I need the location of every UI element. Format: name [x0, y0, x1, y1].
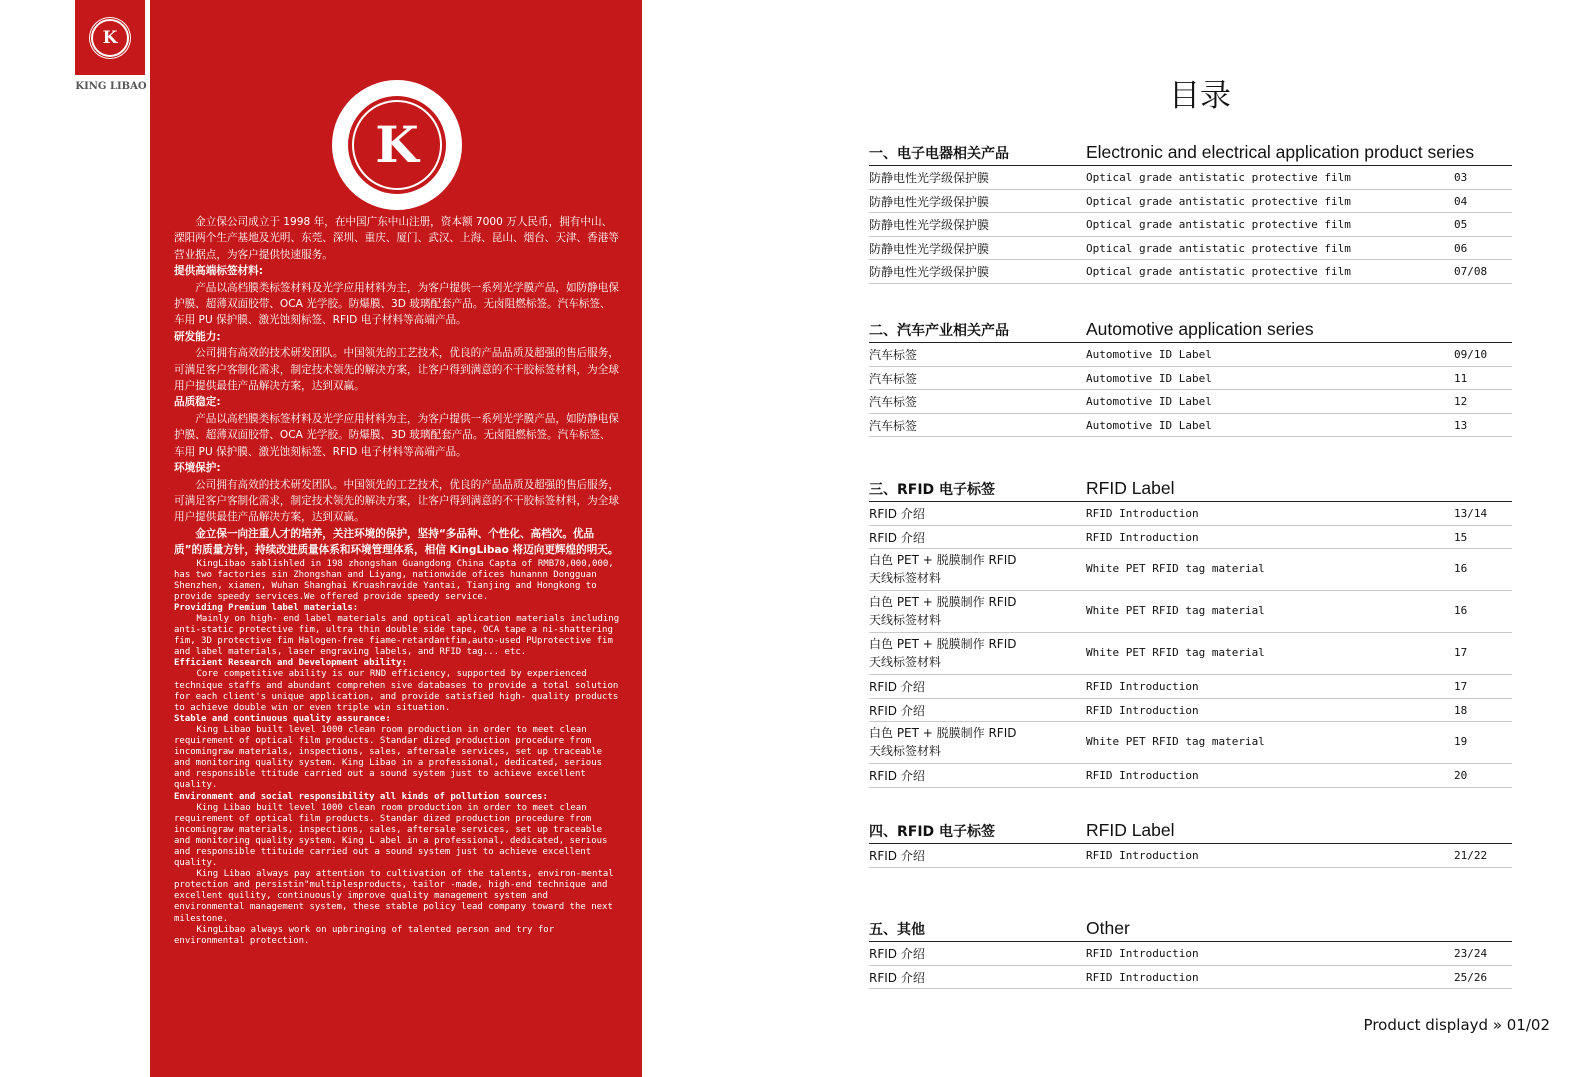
toc-title: 目录 [1169, 78, 1231, 114]
page-footer: Product displayd » 01/02 [1363, 1016, 1550, 1034]
toc-row[interactable] [869, 699, 1512, 723]
toc-row-title-cn: 防静电性光学级保护膜 [869, 265, 990, 279]
toc-row-page: 09/10 [1454, 348, 1488, 361]
toc-row-title-cn: RFID 介绍 [869, 849, 925, 863]
toc-row-page: 07/08 [1454, 265, 1488, 278]
toc-row-page: 21/22 [1454, 849, 1488, 862]
toc-row-page: 19 [1454, 735, 1468, 748]
toc-row[interactable] [869, 764, 1512, 788]
toc-section [869, 141, 1512, 284]
toc-row-page: 13/14 [1454, 507, 1488, 520]
intro-cn-paragraph: 产品以高档膜类标签材料及光学应用材料为主，为客户提供一系列光学膜产品，如防静电保护膜、超薄双面胶带、OCA 光学胶。防爆膜、3D 玻璃配套产品。无卤阻燃标签。汽车标签、车用 PU 保护膜、激光蚀刻标签、RFID 电子材料等高端产品。 [174, 281, 619, 327]
intro-en-paragraph: Providing Premium label materials: [174, 602, 359, 613]
toc-row-title-cn: 防静电性光学级保护膜 [869, 218, 990, 232]
toc-row-page: 17 [1454, 680, 1468, 693]
toc-row-title-cn: RFID 介绍 [869, 530, 925, 545]
intro-cn-paragraph: 研发能力: [174, 330, 221, 343]
intro-cn-paragraph: 品质稳定: [174, 396, 221, 409]
toc-row[interactable] [869, 502, 1512, 526]
intro-en-paragraph: Efficient Research and Development ability: [174, 658, 407, 669]
toc-row[interactable] [869, 675, 1512, 699]
toc-row[interactable] [869, 166, 1512, 190]
toc-row[interactable] [869, 367, 1512, 391]
toc-row[interactable] [869, 260, 1512, 284]
toc-row-page: 05 [1454, 218, 1468, 231]
toc-section-title-en: Other [1086, 918, 1130, 938]
toc-row-title-cn-text: 白色 PET + 脱膜制作 RFID 天线标签材料 [869, 637, 1017, 669]
toc-row-page: 20 [1454, 769, 1468, 782]
toc-row-title-en: RFID Introduction [1086, 530, 1199, 544]
brand-name: KING LIBAO [75, 81, 147, 92]
toc-row[interactable] [869, 549, 1512, 591]
toc-section-header [869, 477, 1512, 502]
toc-row-title-cn: 汽车标签 [869, 395, 918, 409]
toc-row-title-cn [869, 724, 1029, 760]
toc-section-title-cn: 三、RFID 电子标签 [869, 482, 996, 498]
toc-row[interactable] [869, 722, 1512, 764]
toc-row[interactable] [869, 390, 1512, 414]
toc-row-page: 12 [1454, 395, 1468, 408]
toc-row-page: 03 [1454, 171, 1468, 184]
toc-row-page: 18 [1454, 703, 1468, 717]
toc-row-title-cn: 防静电性光学级保护膜 [869, 241, 990, 256]
toc-row-title-en: Optical grade antistatic protective film [1086, 171, 1351, 184]
intro-en-paragraph: King Libao built level 1000 clean room production in order to meet clean requirement of optical film products. Standar dized production procedure from incomingraw materials, inspections, sales, aftersale services, set up traceable and monitoring quality system. King Libao in a professional, dedicated, serious and responsible ttitude carried out a sound system just to achieve excellent quality. [174, 724, 603, 791]
intro-cn-paragraph: 金立保公司成立于 1998 年，在中国广东中山注册，资本额 7000 万人民币，拥有中山、溧阳两个生产基地及光明、东莞、深圳、重庆、厦门、武汉、上海、昆山、烟台、天津、香港等营业据点，为客户提供快速服务。 [174, 216, 619, 261]
toc-row-page: 16 [1454, 562, 1468, 575]
toc-row-page: 23/24 [1454, 947, 1488, 960]
toc-section-title-cn: 四、RFID 电子标签 [869, 824, 996, 840]
toc-row-title-cn-text: 白色 PET + 脱膜制作 RFID 天线标签材料 [869, 726, 1017, 758]
toc-section-header [869, 917, 1512, 942]
intro-en-paragraph: Stable and continuous quality assurance: [174, 713, 391, 724]
toc-row[interactable] [869, 414, 1512, 438]
toc-row-page: 13 [1454, 418, 1468, 432]
toc-row-page: 11 [1454, 371, 1468, 385]
toc-row-title-cn: RFID 介绍 [869, 947, 925, 961]
toc-row-title-en: White PET RFID tag material [1086, 735, 1265, 748]
toc-section [869, 917, 1512, 989]
toc-row-title-cn-text: 白色 PET + 脱膜制作 RFID 天线标签材料 [869, 553, 1017, 585]
toc-section-header [869, 819, 1512, 844]
toc-row-title-cn: RFID 介绍 [869, 703, 925, 718]
toc-row-title-cn: 汽车标签 [869, 371, 918, 386]
toc-row-page: 04 [1454, 194, 1468, 208]
brand-logo-large [332, 80, 462, 210]
intro-en-paragraph: Environment and social responsibility all kinds of pollution sources: [174, 791, 548, 802]
toc-row[interactable] [869, 844, 1512, 868]
intro-en-paragraph: Mainly on high- end label materials and optical aplication materials including anti-static protective fim, ultra thin double side tape, OCA tape a ni-shattering fim, 3D protective fim Halogen-free fiame-retardantfim,auto-used PUprotective fim and label materials, laser engraving labels, and RFID tag... etc. [174, 614, 620, 658]
intro-cn-paragraph: 公司拥有高效的技术研发团队。中国领先的工艺技术，优良的产品品质及超强的售后服务，可满足客户客制化需求，制定技术领先的解决方案，让客户得到满意的不干胶标签材料，为全球用户提供最佳产品解决方案，达到双赢。 [174, 347, 619, 393]
toc-row-title-cn: 汽车标签 [869, 348, 918, 362]
toc-row[interactable] [869, 942, 1512, 966]
toc-row-title-en: RFID Introduction [1086, 703, 1199, 717]
toc-row-title-cn: 防静电性光学级保护膜 [869, 171, 990, 185]
toc-section-title-en: RFID Label [1086, 478, 1175, 498]
toc-section-title-en: RFID Label [1086, 820, 1175, 840]
toc-section-header [869, 318, 1512, 343]
toc-row-title-cn [869, 635, 1029, 671]
toc-row-title-en: White PET RFID tag material [1086, 604, 1265, 617]
toc-row[interactable] [869, 190, 1512, 214]
toc-row-page: 15 [1454, 530, 1468, 544]
toc-row[interactable] [869, 237, 1512, 261]
toc-section [869, 318, 1512, 437]
toc-row[interactable] [869, 966, 1512, 990]
toc-row-title-en: Automotive ID Label [1086, 418, 1212, 432]
intro-cn-paragraph: 环境保护: [174, 462, 221, 475]
toc-section [869, 477, 1512, 788]
toc-section-title-en: Automotive application series [1086, 319, 1314, 339]
toc-row-page: 25/26 [1454, 970, 1488, 984]
toc-row-title-en: Optical grade antistatic protective film [1086, 218, 1351, 231]
brand-logo-large-letter: K [352, 100, 442, 190]
intro-en-paragraph: KingLibao sablishled in 198 zhongshan Guangdong China Capta of RMB70,000,000, has two factories sin Zhongshan and Liyang, nationwide ofices hunannn Dongguan Shenzhen, xiamen, Wuhan Shanghai Kruashravide Yantai, Tianjing and Hongkong to provide speedy services.We offered provide speedy service. [174, 558, 614, 602]
toc-row-title-en: Optical grade antistatic protective film [1086, 265, 1351, 278]
toc-row-title-en: Optical grade antistatic protective film [1086, 241, 1351, 255]
toc-row-title-cn: RFID 介绍 [869, 680, 925, 694]
toc-row-title-en: RFID Introduction [1086, 947, 1199, 960]
intro-en-paragraph: King Libao built level 1000 clean room production in order to meet clean requirement of optical film products. Standar dized production procedure from incomingraw materials, inspections, sales, aftersale services, set up traceable and monitoring quality system. King L abel in a professional, dedicated, serious and responsible ttituide carried out a sound system just to achieve excellent quality. [174, 802, 608, 869]
brand-logo-letter: K [91, 19, 129, 57]
intro-cn-paragraph: 提供高端标签材料: [174, 265, 263, 278]
toc-row-title-cn [869, 551, 1029, 587]
intro-en-paragraph: Core competitive ability is our RND efficiency, supported by experienced technique staffs and abundant comprehen sive databases to provide a total solution for each client's unique application, and provide satisfied high- quality products to achieve double win or even triple win situation. [174, 669, 619, 713]
toc-row-title-cn: RFID 介绍 [869, 769, 925, 783]
toc-row[interactable] [869, 343, 1512, 367]
toc-section-title-cn: 五、其他 [869, 922, 925, 938]
toc-row-title-en: RFID Introduction [1086, 849, 1199, 862]
toc-row-title-en: RFID Introduction [1086, 769, 1199, 782]
toc-row-title-cn-text: 白色 PET + 脱膜制作 RFID 天线标签材料 [869, 595, 1017, 627]
toc-row-title-en: White PET RFID tag material [1086, 646, 1265, 659]
toc-row-title-en: RFID Introduction [1086, 507, 1199, 520]
toc-row-title-cn: 防静电性光学级保护膜 [869, 194, 990, 209]
toc-row-title-cn: 汽车标签 [869, 418, 918, 433]
toc-row-page: 06 [1454, 241, 1468, 255]
toc-row[interactable] [869, 633, 1512, 675]
toc-row-title-en: Optical grade antistatic protective film [1086, 194, 1351, 208]
intro-en-paragraph: KingLibao always work on upbringing of talented person and try for environmental protection. [174, 924, 555, 946]
toc-row-title-en: RFID Introduction [1086, 970, 1199, 984]
toc-row[interactable] [869, 591, 1512, 633]
toc-section [869, 819, 1512, 868]
toc-row[interactable] [869, 213, 1512, 237]
toc-row-title-en: Automotive ID Label [1086, 395, 1212, 408]
toc-section-title-cn: 二、汽车产业相关产品 [869, 323, 1009, 339]
toc-row-title-en: Automotive ID Label [1086, 371, 1212, 385]
toc-row-title-en: White PET RFID tag material [1086, 562, 1265, 575]
intro-cn-paragraph: 产品以高档膜类标签材料及光学应用材料为主，为客户提供一系列光学膜产品，如防静电保护膜、超薄双面胶带、OCA 光学胶。防爆膜、3D 玻璃配套产品。无卤阻燃标签。汽车标签、车用 PU 保护膜、激光蚀刻标签、RFID 电子材料等高端产品。 [174, 412, 619, 458]
toc-row-page: 17 [1454, 646, 1468, 659]
intro-cn-paragraph: 公司拥有高效的技术研发团队。中国领先的工艺技术，优良的产品品质及超强的售后服务，可满足客户客制化需求，制定技术领先的解决方案，让客户得到满意的不干胶标签材料，为全球用户提供最佳产品解决方案，达到双赢。 [174, 478, 619, 524]
intro-cn-paragraph: 金立保一向注重人才的培养，关注环境的保护，坚持“多品种、个性化、高档次。优品质”的质量方针，持续改进质量体系和环境管理体系，相信 KingLibao 将迈向更辉煌的明天。 [174, 527, 619, 557]
toc-section-title-cn: 一、电子电器相关产品 [869, 146, 1009, 162]
toc-section-title-en: Electronic and electrical application product series [1086, 142, 1475, 162]
toc-row-title-cn [869, 593, 1029, 629]
toc-row-title-en: RFID Introduction [1086, 680, 1199, 693]
toc-row-title-cn: RFID 介绍 [869, 507, 925, 521]
intro-en-paragraph: King Libao always pay attention to cultivation of the talents, environ-mental protection and persistin"multiplesproducts, tailor -made, high-end technique and excellent quility, continuously improve quality management system and environmental management system, these stable policy lead company toward the next milestone. [174, 869, 614, 924]
toc-row-title-en: Automotive ID Label [1086, 348, 1212, 361]
company-introduction [174, 214, 620, 947]
toc-section-header [869, 141, 1512, 166]
toc-row[interactable] [869, 526, 1512, 550]
toc-row-title-cn: RFID 介绍 [869, 970, 925, 985]
brand-logo-small [75, 0, 145, 75]
toc-row-page: 16 [1454, 604, 1468, 617]
